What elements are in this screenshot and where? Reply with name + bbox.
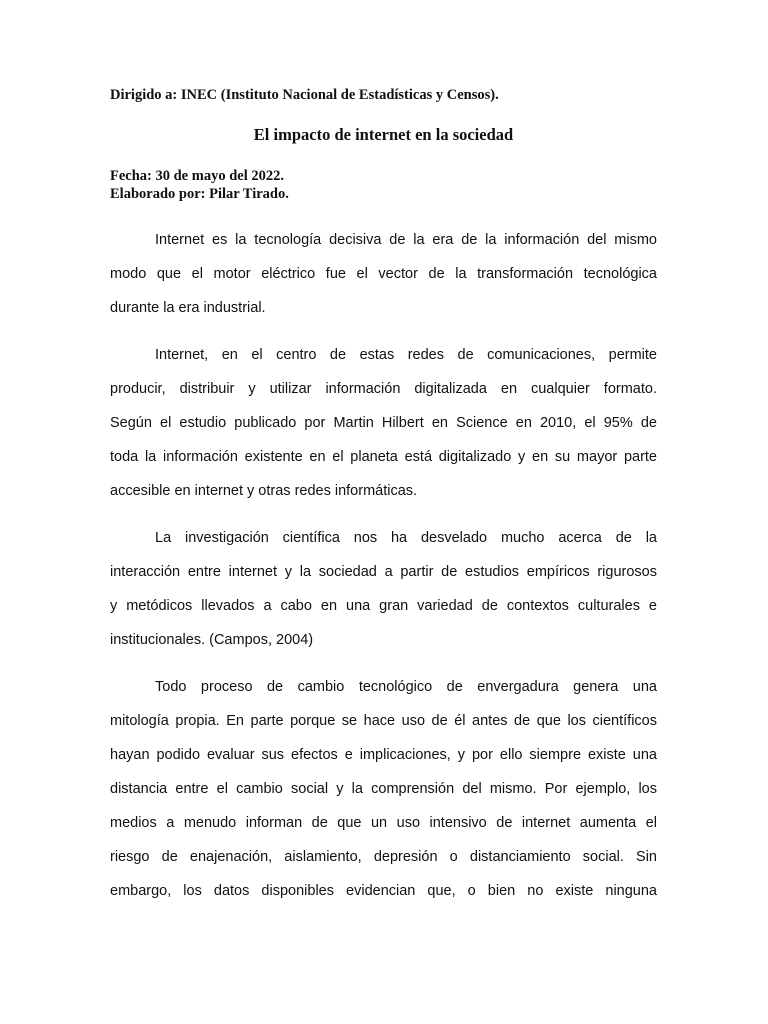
text-line: distancia entre el cambio social y la comprensión del mismo. Por ejemplo, los	[110, 781, 657, 797]
date-line: Fecha: 30 de mayo del 2022.	[110, 168, 284, 184]
paragraph	[110, 223, 657, 325]
text-line: toda la información existente en el planeta está digitalizado y en su mayor parte	[110, 449, 657, 465]
text-line: Internet, en el centro de estas redes de comunicaciones, permite	[155, 347, 657, 363]
text-line: Según el estudio publicado por Martin Hilbert en Science en 2010, el 95% de	[110, 415, 657, 431]
text-line: mitología propia. En parte porque se hace uso de él antes de que los científicos	[110, 713, 657, 729]
text-line: riesgo de enajenación, aislamiento, depresión o distanciamiento social. Sin	[110, 849, 657, 865]
text-line: interacción entre internet y la sociedad a partir de estudios empíricos rigurosos	[110, 564, 657, 580]
text-line: institucionales. (Campos, 2004)	[110, 632, 314, 648]
document-title: El impacto de internet en la sociedad	[253, 125, 514, 144]
text-line: durante la era industrial.	[110, 300, 266, 316]
addressee-line: Dirigido a: INEC (Instituto Nacional de Estadísticas y Censos).	[110, 87, 499, 103]
text-line: accesible en internet y otras redes informáticas.	[110, 483, 418, 499]
text-line: modo que el motor eléctrico fue el vector de la transformación tecnológica	[110, 266, 657, 282]
paragraph	[110, 521, 657, 657]
document-body	[110, 223, 657, 921]
text-line: medios a menudo informan de que un uso intensivo de internet aumenta el	[110, 815, 657, 831]
text-line: y metódicos llevados a cabo en una gran variedad de contextos culturales e	[110, 598, 657, 614]
text-line: hayan podido evaluar sus efectos e implicaciones, y por ello siempre existe una	[110, 747, 657, 763]
author-line: Elaborado por: Pilar Tirado.	[110, 186, 289, 202]
paragraph	[110, 338, 657, 508]
paragraph	[110, 670, 657, 908]
text-line: producir, distribuir y utilizar información digitalizada en cualquier formato.	[110, 381, 657, 397]
text-line: Todo proceso de cambio tecnológico de envergadura genera una	[155, 679, 657, 695]
text-line: La investigación científica nos ha desvelado mucho acerca de la	[155, 530, 657, 546]
text-line: embargo, los datos disponibles evidencian que, o bien no existe ninguna	[110, 883, 657, 899]
text-line: Internet es la tecnología decisiva de la era de la información del mismo	[155, 232, 657, 248]
